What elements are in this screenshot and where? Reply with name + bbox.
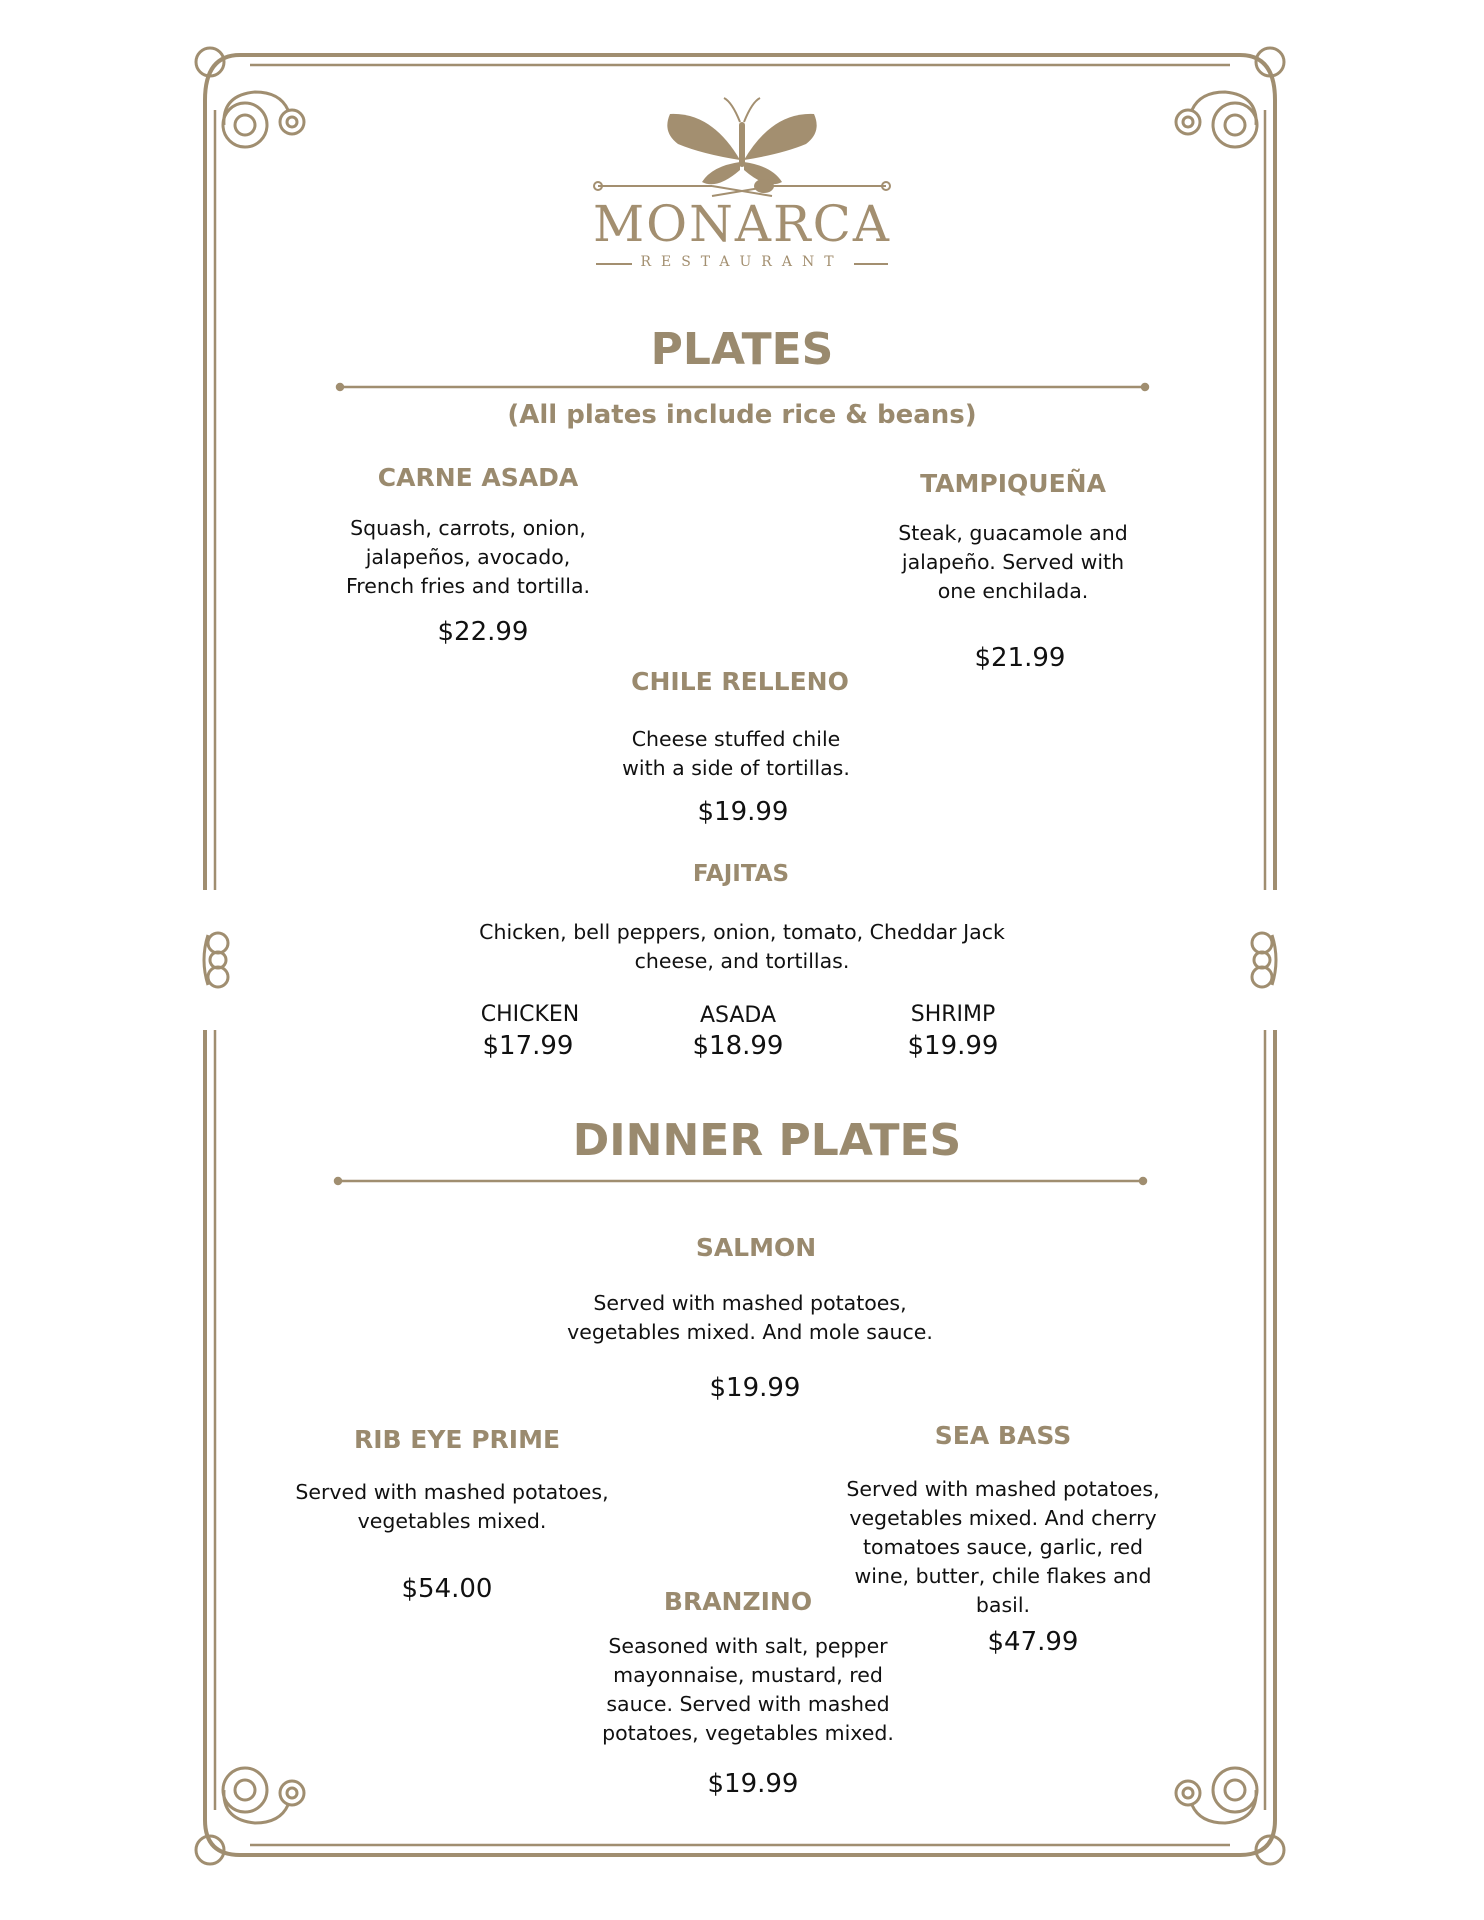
variant-label: ASADA bbox=[699, 1003, 777, 1028]
item-description: Seasoned with salt, pepper mayonnaise, mustard, red sauce. Served with mashed potatoes, vegetables mixed. bbox=[602, 1634, 894, 1745]
side-ornament-left bbox=[204, 933, 228, 987]
item-title: BRANZINO bbox=[663, 1587, 813, 1616]
item-price: $54.00 bbox=[401, 1574, 493, 1604]
corner-swirl-tr bbox=[1176, 92, 1257, 147]
item-price: $22.99 bbox=[437, 617, 529, 647]
logo-wordmark: MONARCA bbox=[592, 195, 892, 253]
variant-label: CHICKEN bbox=[480, 1002, 580, 1027]
item-description: Served with mashed potatoes, vegetables mixed. And mole sauce. bbox=[567, 1291, 933, 1344]
variant-label: SHRIMP bbox=[910, 1002, 996, 1027]
item-title: SALMON bbox=[695, 1233, 817, 1262]
item-description: Served with mashed potatoes, vegetables mixed. And cherry tomatoes sauce, garlic, red wine, butter, chile flakes and basil. bbox=[846, 1477, 1160, 1617]
plates-note: (All plates include rice & beans) bbox=[507, 400, 977, 430]
corner-swirl-br bbox=[1176, 1768, 1257, 1823]
item-price: $19.99 bbox=[697, 797, 789, 827]
corner-swirl-tl bbox=[223, 92, 304, 147]
item-price: $21.99 bbox=[974, 643, 1066, 673]
item-price: $47.99 bbox=[987, 1627, 1079, 1657]
item-title: FAJITAS bbox=[692, 861, 790, 887]
plates-heading: PLATES bbox=[650, 324, 834, 375]
variant-price: $17.99 bbox=[482, 1031, 574, 1061]
item-description: Cheese stuffed chile with a side of tortillas. bbox=[622, 727, 850, 780]
logo-tagline: RESTAURANT bbox=[640, 254, 844, 270]
item-description: Served with mashed potatoes, vegetables mixed. bbox=[295, 1480, 609, 1533]
item-description: Squash, carrots, onion, jalapeños, avocado, French fries and tortilla. bbox=[345, 516, 591, 598]
variant-price: $19.99 bbox=[907, 1031, 999, 1061]
item-title: RIB EYE PRIME bbox=[353, 1425, 561, 1454]
butterfly-icon bbox=[592, 92, 892, 202]
item-description: Chicken, bell peppers, onion, tomato, Cheddar Jack cheese, and tortillas. bbox=[479, 920, 1005, 973]
side-ornament-right bbox=[1252, 933, 1276, 987]
variant-price: $18.99 bbox=[692, 1031, 784, 1061]
item-description: Steak, guacamole and jalapeño. Served with one enchilada. bbox=[898, 521, 1128, 603]
corner-swirl-bl bbox=[223, 1768, 304, 1823]
item-title: CHILE RELLENO bbox=[631, 667, 849, 696]
item-title: CARNE ASADA bbox=[377, 463, 579, 492]
logo bbox=[592, 92, 892, 282]
item-title: TAMPIQUEÑA bbox=[920, 469, 1106, 498]
logo-tagline-row bbox=[592, 254, 892, 274]
dinner-heading: DINNER PLATES bbox=[572, 1115, 962, 1166]
item-title: SEA BASS bbox=[934, 1421, 1072, 1450]
item-price: $19.99 bbox=[709, 1373, 801, 1403]
item-price: $19.99 bbox=[707, 1769, 799, 1799]
